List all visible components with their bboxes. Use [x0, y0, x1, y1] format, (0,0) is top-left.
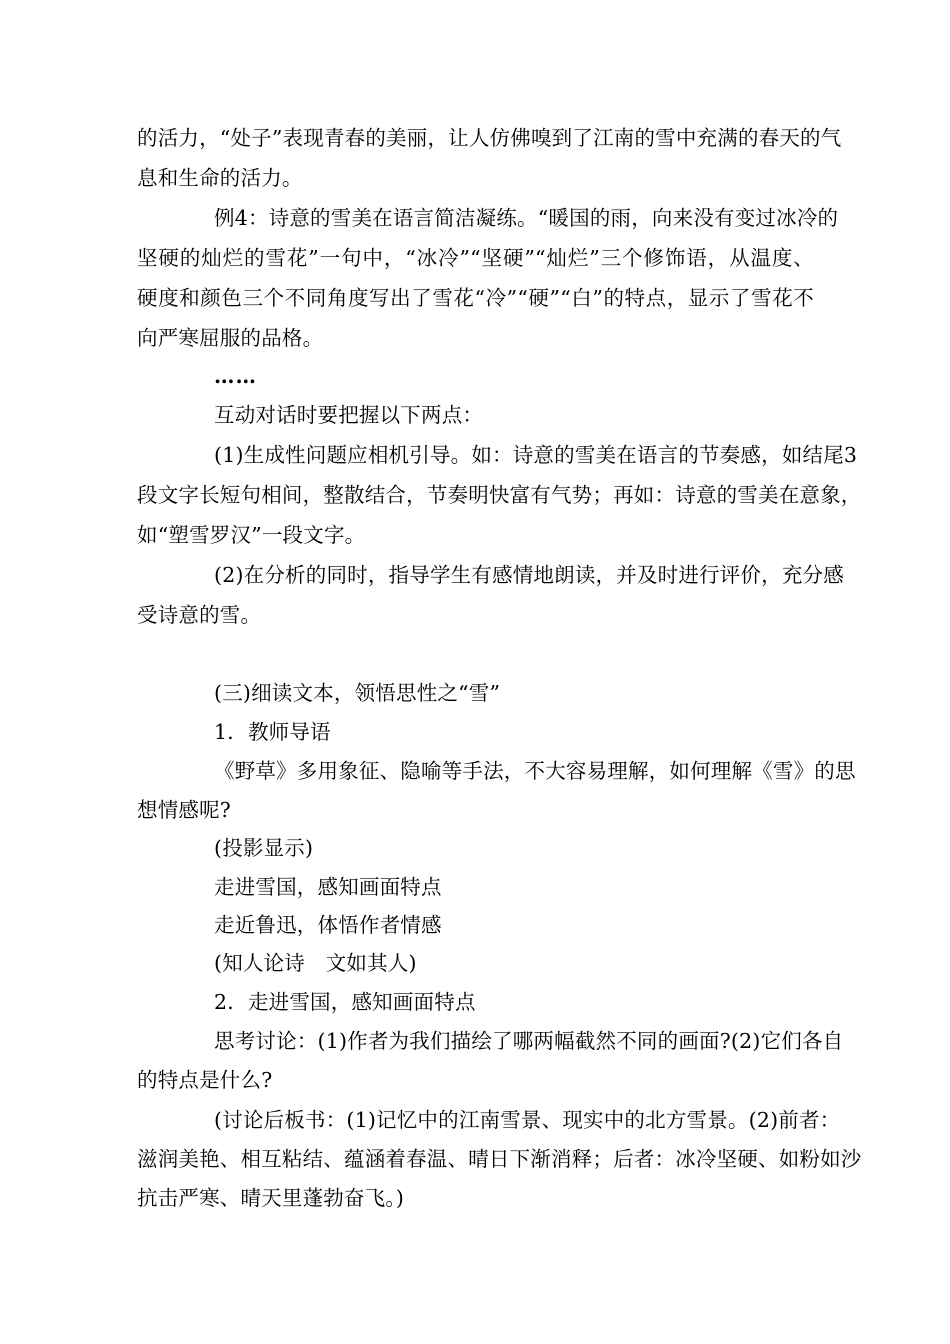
subsection-heading: 2．走进雪国，感知画面特点	[214, 990, 476, 1014]
paragraph-line: 走进雪国，感知画面特点	[214, 875, 442, 899]
paragraph-line: 硬度和颜色三个不同角度写出了雪花“冷”“硬”“白”的特点，显示了雪花不	[137, 286, 814, 310]
paragraph-line: 坚硬的灿烂的雪花”一句中，“冰冷”“坚硬”“灿烂”三个修饰语，从温度、	[137, 246, 814, 270]
paragraph-line: 向严寒屈服的品格。	[137, 326, 324, 350]
paragraph-line: 滋润美艳、相互粘结、蕴涵着春温、晴日下渐消释；后者：冰冷坚硬、如粉如沙	[137, 1147, 862, 1171]
paragraph-line: (知人论诗 文如其人)	[214, 951, 417, 975]
ellipsis-line: ……	[214, 364, 257, 388]
paragraph-line: (投影显示)	[214, 836, 314, 860]
paragraph-line: 息和生命的活力。	[137, 166, 303, 190]
paragraph-line: 互动对话时要把握以下两点：	[214, 403, 484, 427]
paragraph-line: 思考讨论：(1)作者为我们描绘了哪两幅截然不同的画面?(2)它们各自	[214, 1029, 844, 1053]
paragraph-line: 的特点是什么?	[137, 1068, 273, 1092]
paragraph-line: 例4：诗意的雪美在语言简洁凝练。“暖国的雨，向来没有变过冰冷的	[214, 206, 839, 230]
paragraph-line: (讨论后板书：(1)记忆中的江南雪景、现实中的北方雪景。(2)前者：	[214, 1108, 841, 1132]
paragraph-line: (1)生成性问题应相机引导。如：诗意的雪美在语言的节奏感，如结尾3	[214, 443, 858, 467]
subsection-heading: 1．教师导语	[214, 720, 331, 744]
paragraph-line: (2)在分析的同时，指导学生有感情地朗读，并及时进行评价，充分感	[214, 563, 844, 587]
paragraph-line: 想情感呢?	[137, 798, 231, 822]
paragraph-line: 走近鲁迅，体悟作者情感	[214, 913, 442, 937]
paragraph-line: 受诗意的雪。	[137, 603, 262, 627]
paragraph-line: 抗击严寒、晴天里蓬勃奋飞。)	[137, 1186, 405, 1210]
paragraph-line: 如“塑雪罗汉”一段文字。	[137, 523, 366, 547]
paragraph-line: 《野草》多用象征、隐喻等手法，不大容易理解，如何理解《雪》的思	[214, 759, 856, 783]
paragraph-line: 的活力，“处子”表现青春的美丽，让人仿佛嗅到了江南的雪中充满的春天的气	[137, 126, 842, 150]
section-heading: (三)细读文本，领悟思性之“雪”	[214, 681, 501, 705]
paragraph-line: 段文字长短句相间，整散结合，节奏明快富有气势；再如：诗意的雪美在意象，	[137, 483, 862, 507]
